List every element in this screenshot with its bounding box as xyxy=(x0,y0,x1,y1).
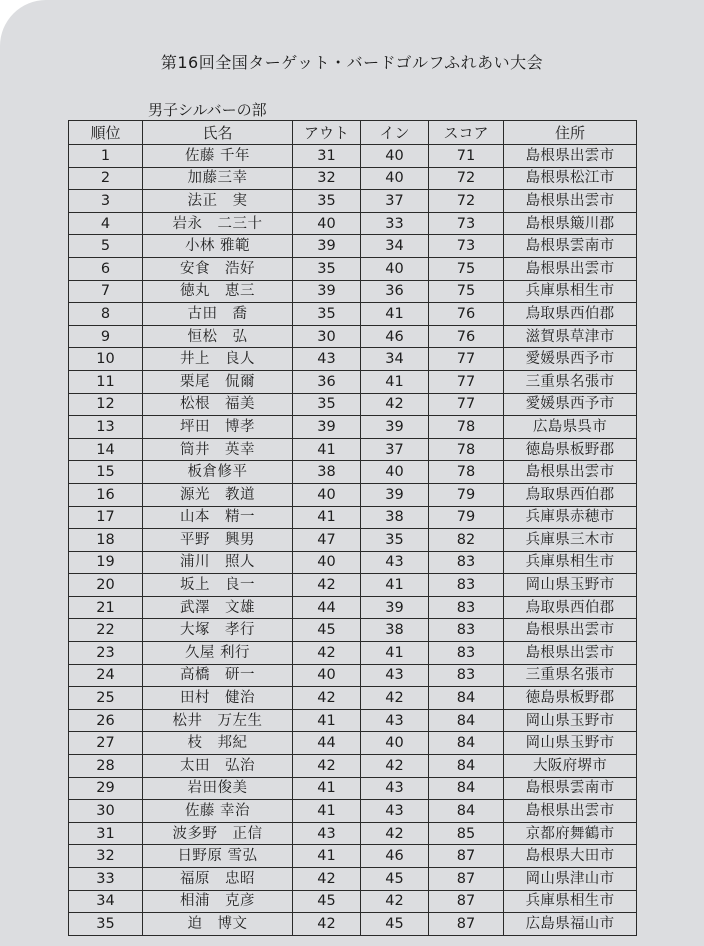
table-row xyxy=(69,890,637,913)
table-row xyxy=(69,370,637,393)
table-row xyxy=(69,280,637,303)
score-cell: 84 xyxy=(429,755,504,778)
address-cell: 島根県出雲市 xyxy=(504,461,637,484)
score-cell: 79 xyxy=(429,506,504,529)
table-row xyxy=(69,325,637,348)
table-row xyxy=(69,596,637,619)
score-cell: 83 xyxy=(429,551,504,574)
rank-cell: 3 xyxy=(69,190,143,213)
name-cell: 浦川 照人 xyxy=(143,551,293,574)
out-cell: 42 xyxy=(293,642,361,665)
name-cell: 坂上 良一 xyxy=(143,574,293,597)
rank-cell: 19 xyxy=(69,551,143,574)
score-cell: 71 xyxy=(429,145,504,168)
in-cell: 39 xyxy=(361,483,429,506)
out-cell: 38 xyxy=(293,461,361,484)
score-cell: 87 xyxy=(429,913,504,936)
rank-cell: 18 xyxy=(69,529,143,552)
rank-cell: 12 xyxy=(69,393,143,416)
table-header-row xyxy=(69,121,637,145)
document-title: 第16回全国ターゲット・バードゴルフふれあい大会 xyxy=(160,53,544,72)
in-cell: 45 xyxy=(361,913,429,936)
name-cell: 徳丸 恵三 xyxy=(143,280,293,303)
address-cell: 島根県出雲市 xyxy=(504,257,637,280)
in-cell: 43 xyxy=(361,551,429,574)
out-cell: 30 xyxy=(293,325,361,348)
name-cell: 安食 浩好 xyxy=(143,257,293,280)
name-cell: 筒井 英幸 xyxy=(143,438,293,461)
table-row xyxy=(69,755,637,778)
out-cell: 39 xyxy=(293,280,361,303)
score-cell: 83 xyxy=(429,619,504,642)
in-cell: 40 xyxy=(361,145,429,168)
address-cell: 岡山県津山市 xyxy=(504,868,637,891)
rank-cell: 8 xyxy=(69,303,143,326)
rank-cell: 15 xyxy=(69,461,143,484)
score-cell: 83 xyxy=(429,574,504,597)
table-row xyxy=(69,506,637,529)
name-cell: 源光 教道 xyxy=(143,483,293,506)
name-cell: 松井 万左生 xyxy=(143,709,293,732)
address-cell: 徳島県板野郡 xyxy=(504,687,637,710)
in-cell: 41 xyxy=(361,574,429,597)
out-cell: 42 xyxy=(293,755,361,778)
in-cell: 43 xyxy=(361,777,429,800)
name-cell: 法正 実 xyxy=(143,190,293,213)
in-cell: 35 xyxy=(361,529,429,552)
name-cell: 岩田俊美 xyxy=(143,777,293,800)
address-cell: 島根県出雲市 xyxy=(504,642,637,665)
in-cell: 40 xyxy=(361,732,429,755)
in-cell: 46 xyxy=(361,845,429,868)
in-cell: 40 xyxy=(361,167,429,190)
score-cell: 82 xyxy=(429,529,504,552)
score-cell: 83 xyxy=(429,664,504,687)
table-row xyxy=(69,461,637,484)
table-row xyxy=(69,800,637,823)
in-cell: 33 xyxy=(361,212,429,235)
score-cell: 77 xyxy=(429,348,504,371)
in-cell: 46 xyxy=(361,325,429,348)
table-row xyxy=(69,913,637,936)
table-row xyxy=(69,664,637,687)
in-cell: 42 xyxy=(361,393,429,416)
out-cell: 35 xyxy=(293,190,361,213)
rank-cell: 29 xyxy=(69,777,143,800)
out-cell: 45 xyxy=(293,890,361,913)
in-cell: 39 xyxy=(361,416,429,439)
table-row xyxy=(69,574,637,597)
table-row xyxy=(69,709,637,732)
in-cell: 41 xyxy=(361,642,429,665)
address-cell: 兵庫県相生市 xyxy=(504,280,637,303)
in-cell: 43 xyxy=(361,664,429,687)
score-cell: 83 xyxy=(429,642,504,665)
rank-cell: 28 xyxy=(69,755,143,778)
address-cell: 兵庫県相生市 xyxy=(504,551,637,574)
address-cell: 鳥取県西伯郡 xyxy=(504,596,637,619)
out-cell: 43 xyxy=(293,822,361,845)
out-cell: 40 xyxy=(293,212,361,235)
score-cell: 78 xyxy=(429,461,504,484)
name-cell: 坪田 博孝 xyxy=(143,416,293,439)
score-cell: 87 xyxy=(429,845,504,868)
address-cell: 島根県出雲市 xyxy=(504,190,637,213)
name-cell: 日野原 雪弘 xyxy=(143,845,293,868)
in-cell: 34 xyxy=(361,235,429,258)
out-cell: 40 xyxy=(293,551,361,574)
table-row xyxy=(69,235,637,258)
table-row xyxy=(69,167,637,190)
score-cell: 77 xyxy=(429,370,504,393)
out-cell: 36 xyxy=(293,370,361,393)
address-cell: 京都府舞鶴市 xyxy=(504,822,637,845)
name-cell: 井上 良人 xyxy=(143,348,293,371)
out-cell: 41 xyxy=(293,709,361,732)
address-cell: 島根県雲南市 xyxy=(504,777,637,800)
name-cell: 大塚 孝行 xyxy=(143,619,293,642)
name-cell: 板倉修平 xyxy=(143,461,293,484)
header-name: 氏名 xyxy=(143,121,293,145)
name-cell: 武澤 文雄 xyxy=(143,596,293,619)
name-cell: 小林 雅範 xyxy=(143,235,293,258)
out-cell: 32 xyxy=(293,167,361,190)
rank-cell: 5 xyxy=(69,235,143,258)
name-cell: 福原 忠昭 xyxy=(143,868,293,891)
header-address: 住所 xyxy=(504,121,637,145)
header-rank: 順位 xyxy=(69,121,143,145)
name-cell: 古田 喬 xyxy=(143,303,293,326)
out-cell: 41 xyxy=(293,777,361,800)
in-cell: 42 xyxy=(361,822,429,845)
address-cell: 広島県福山市 xyxy=(504,913,637,936)
score-cell: 75 xyxy=(429,257,504,280)
table-row xyxy=(69,777,637,800)
address-cell: 岡山県玉野市 xyxy=(504,574,637,597)
in-cell: 38 xyxy=(361,619,429,642)
out-cell: 40 xyxy=(293,664,361,687)
rank-cell: 6 xyxy=(69,257,143,280)
rank-cell: 25 xyxy=(69,687,143,710)
out-cell: 35 xyxy=(293,257,361,280)
table-row xyxy=(69,303,637,326)
in-cell: 37 xyxy=(361,438,429,461)
address-cell: 鳥取県西伯郡 xyxy=(504,303,637,326)
table-row xyxy=(69,190,637,213)
rank-cell: 35 xyxy=(69,913,143,936)
in-cell: 40 xyxy=(361,461,429,484)
out-cell: 39 xyxy=(293,416,361,439)
out-cell: 41 xyxy=(293,845,361,868)
out-cell: 43 xyxy=(293,348,361,371)
address-cell: 島根県出雲市 xyxy=(504,619,637,642)
address-cell: 島根県雲南市 xyxy=(504,235,637,258)
out-cell: 41 xyxy=(293,438,361,461)
rank-cell: 30 xyxy=(69,800,143,823)
score-cell: 72 xyxy=(429,167,504,190)
rank-cell: 16 xyxy=(69,483,143,506)
in-cell: 42 xyxy=(361,755,429,778)
score-cell: 73 xyxy=(429,235,504,258)
rank-cell: 14 xyxy=(69,438,143,461)
table-row xyxy=(69,529,637,552)
table-row xyxy=(69,438,637,461)
table-row xyxy=(69,868,637,891)
score-cell: 84 xyxy=(429,732,504,755)
rank-cell: 22 xyxy=(69,619,143,642)
name-cell: 佐藤 千年 xyxy=(143,145,293,168)
score-cell: 83 xyxy=(429,596,504,619)
out-cell: 47 xyxy=(293,529,361,552)
in-cell: 45 xyxy=(361,868,429,891)
name-cell: 迫 博文 xyxy=(143,913,293,936)
out-cell: 31 xyxy=(293,145,361,168)
address-cell: 徳島県板野郡 xyxy=(504,438,637,461)
address-cell: 鳥取県西伯郡 xyxy=(504,483,637,506)
out-cell: 44 xyxy=(293,596,361,619)
table-row xyxy=(69,687,637,710)
table-row xyxy=(69,642,637,665)
out-cell: 40 xyxy=(293,483,361,506)
score-cell: 78 xyxy=(429,438,504,461)
address-cell: 岡山県玉野市 xyxy=(504,732,637,755)
address-cell: 滋賀県草津市 xyxy=(504,325,637,348)
in-cell: 43 xyxy=(361,800,429,823)
name-cell: 加藤三幸 xyxy=(143,167,293,190)
table-row xyxy=(69,822,637,845)
in-cell: 43 xyxy=(361,709,429,732)
address-cell: 兵庫県相生市 xyxy=(504,890,637,913)
score-cell: 84 xyxy=(429,709,504,732)
score-cell: 84 xyxy=(429,687,504,710)
address-cell: 島根県大田市 xyxy=(504,845,637,868)
address-cell: 愛媛県西予市 xyxy=(504,348,637,371)
score-cell: 87 xyxy=(429,868,504,891)
rank-cell: 27 xyxy=(69,732,143,755)
score-cell: 85 xyxy=(429,822,504,845)
in-cell: 41 xyxy=(361,303,429,326)
score-cell: 84 xyxy=(429,800,504,823)
name-cell: 松根 福美 xyxy=(143,393,293,416)
address-cell: 三重県名張市 xyxy=(504,664,637,687)
rank-cell: 23 xyxy=(69,642,143,665)
rank-cell: 34 xyxy=(69,890,143,913)
name-cell: 田村 健治 xyxy=(143,687,293,710)
table-row xyxy=(69,619,637,642)
name-cell: 高橋 研一 xyxy=(143,664,293,687)
address-cell: 兵庫県赤穂市 xyxy=(504,506,637,529)
in-cell: 39 xyxy=(361,596,429,619)
in-cell: 42 xyxy=(361,687,429,710)
in-cell: 36 xyxy=(361,280,429,303)
name-cell: 相浦 克彦 xyxy=(143,890,293,913)
address-cell: 岡山県玉野市 xyxy=(504,709,637,732)
address-cell: 愛媛県西予市 xyxy=(504,393,637,416)
score-cell: 84 xyxy=(429,777,504,800)
score-cell: 79 xyxy=(429,483,504,506)
table-row xyxy=(69,393,637,416)
table-row xyxy=(69,845,637,868)
out-cell: 45 xyxy=(293,619,361,642)
score-cell: 72 xyxy=(429,190,504,213)
rank-cell: 26 xyxy=(69,709,143,732)
table-row xyxy=(69,416,637,439)
header-score: スコア xyxy=(429,121,504,145)
score-cell: 76 xyxy=(429,325,504,348)
table-row xyxy=(69,257,637,280)
address-cell: 島根県出雲市 xyxy=(504,800,637,823)
rank-cell: 13 xyxy=(69,416,143,439)
in-cell: 38 xyxy=(361,506,429,529)
in-cell: 42 xyxy=(361,890,429,913)
in-cell: 40 xyxy=(361,257,429,280)
address-cell: 三重県名張市 xyxy=(504,370,637,393)
rank-cell: 21 xyxy=(69,596,143,619)
in-cell: 34 xyxy=(361,348,429,371)
out-cell: 35 xyxy=(293,393,361,416)
out-cell: 35 xyxy=(293,303,361,326)
address-cell: 大阪府堺市 xyxy=(504,755,637,778)
in-cell: 37 xyxy=(361,190,429,213)
rank-cell: 31 xyxy=(69,822,143,845)
out-cell: 42 xyxy=(293,868,361,891)
score-cell: 77 xyxy=(429,393,504,416)
score-cell: 76 xyxy=(429,303,504,326)
header-out: アウト xyxy=(293,121,361,145)
score-cell: 87 xyxy=(429,890,504,913)
name-cell: 栗尾 侃爾 xyxy=(143,370,293,393)
out-cell: 41 xyxy=(293,506,361,529)
score-cell: 75 xyxy=(429,280,504,303)
name-cell: 太田 弘治 xyxy=(143,755,293,778)
rank-cell: 24 xyxy=(69,664,143,687)
score-cell: 78 xyxy=(429,416,504,439)
rank-cell: 10 xyxy=(69,348,143,371)
table-row xyxy=(69,551,637,574)
address-cell: 広島県呉市 xyxy=(504,416,637,439)
out-cell: 42 xyxy=(293,687,361,710)
name-cell: 久屋 利行 xyxy=(143,642,293,665)
table-row xyxy=(69,348,637,371)
name-cell: 岩永 二三十 xyxy=(143,212,293,235)
table-row xyxy=(69,145,637,168)
section-heading: 男子シルバーの部 xyxy=(148,101,267,119)
score-cell: 73 xyxy=(429,212,504,235)
address-cell: 島根県簸川郡 xyxy=(504,212,637,235)
rank-cell: 32 xyxy=(69,845,143,868)
out-cell: 42 xyxy=(293,913,361,936)
rank-cell: 2 xyxy=(69,167,143,190)
rank-cell: 7 xyxy=(69,280,143,303)
in-cell: 41 xyxy=(361,370,429,393)
address-cell: 兵庫県三木市 xyxy=(504,529,637,552)
address-cell: 島根県松江市 xyxy=(504,167,637,190)
out-cell: 42 xyxy=(293,574,361,597)
name-cell: 枝 邦紀 xyxy=(143,732,293,755)
out-cell: 41 xyxy=(293,800,361,823)
table-row xyxy=(69,212,637,235)
name-cell: 恒松 弘 xyxy=(143,325,293,348)
name-cell: 波多野 正信 xyxy=(143,822,293,845)
name-cell: 佐藤 幸治 xyxy=(143,800,293,823)
results-table xyxy=(68,120,637,936)
rank-cell: 33 xyxy=(69,868,143,891)
out-cell: 39 xyxy=(293,235,361,258)
rank-cell: 11 xyxy=(69,370,143,393)
rank-cell: 20 xyxy=(69,574,143,597)
rank-cell: 1 xyxy=(69,145,143,168)
rank-cell: 9 xyxy=(69,325,143,348)
header-in: イン xyxy=(361,121,429,145)
name-cell: 平野 興男 xyxy=(143,529,293,552)
table-row xyxy=(69,483,637,506)
rank-cell: 17 xyxy=(69,506,143,529)
name-cell: 山本 精一 xyxy=(143,506,293,529)
table-row xyxy=(69,732,637,755)
address-cell: 島根県出雲市 xyxy=(504,145,637,168)
out-cell: 44 xyxy=(293,732,361,755)
rank-cell: 4 xyxy=(69,212,143,235)
